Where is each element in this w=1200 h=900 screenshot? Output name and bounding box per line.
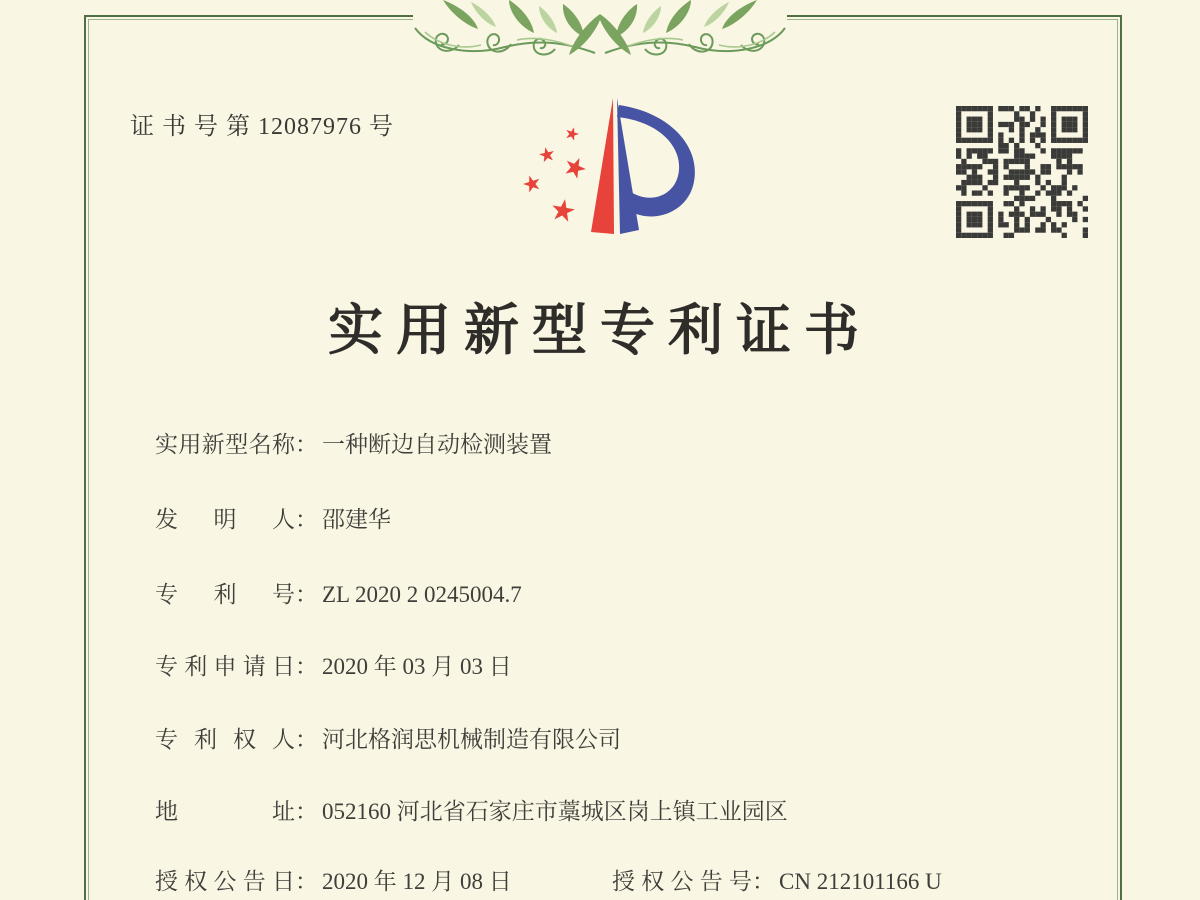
field-value-patent-no: ZL 2020 2 0245004.7 [322, 582, 522, 607]
colon: ： [295, 582, 318, 607]
field-value-name: 一种断边自动检测装置 [322, 432, 552, 457]
field-label-patent-no: 专利号 [155, 582, 295, 607]
certificate-title: 实用新型专利证书 [327, 300, 872, 361]
colon: ： [752, 869, 775, 894]
field-label-grant-date: 授权公告日 [155, 869, 295, 894]
colon: ： [295, 727, 318, 752]
cnipa-patent-logo-icon [520, 92, 710, 250]
colon: ： [295, 799, 318, 824]
qr-code [956, 106, 1088, 238]
colon: ： [295, 432, 318, 457]
foliate-scroll-ornament-icon [413, 0, 787, 58]
colon: ： [295, 654, 318, 679]
field-row-name [155, 426, 552, 459]
field-label-patentee: 专利权人 [155, 727, 295, 752]
field-value-patentee: 河北格润思机械制造有限公司 [322, 727, 621, 752]
colon: ： [295, 869, 318, 894]
field-label-grant-no: 授权公告号 [612, 869, 752, 894]
field-row-grant [155, 863, 942, 896]
field-label-name: 实用新型名称 [155, 432, 295, 457]
field-label-address: 地址 [155, 799, 295, 824]
field-grant-no-group [612, 863, 942, 896]
field-row-patent-no [155, 576, 522, 609]
field-row-patentee [155, 721, 621, 754]
field-value-grant-date: 2020 年 12 月 08 日 [322, 869, 512, 894]
field-value-grant-no: CN 212101166 U [779, 869, 942, 894]
field-value-filing-date: 2020 年 03 月 03 日 [322, 654, 512, 679]
field-row-filing-date [155, 648, 512, 681]
field-row-inventor [155, 501, 391, 534]
field-value-inventor: 邵建华 [322, 507, 391, 532]
field-label-filing-date: 专利申请日 [155, 654, 295, 679]
certificate-number: 证 书 号 第 12087976 号 [130, 114, 394, 140]
colon: ： [295, 507, 318, 532]
field-row-address [155, 793, 788, 826]
field-label-inventor: 发明人 [155, 507, 295, 532]
field-value-address: 052160 河北省石家庄市藁城区岗上镇工业园区 [322, 799, 788, 824]
